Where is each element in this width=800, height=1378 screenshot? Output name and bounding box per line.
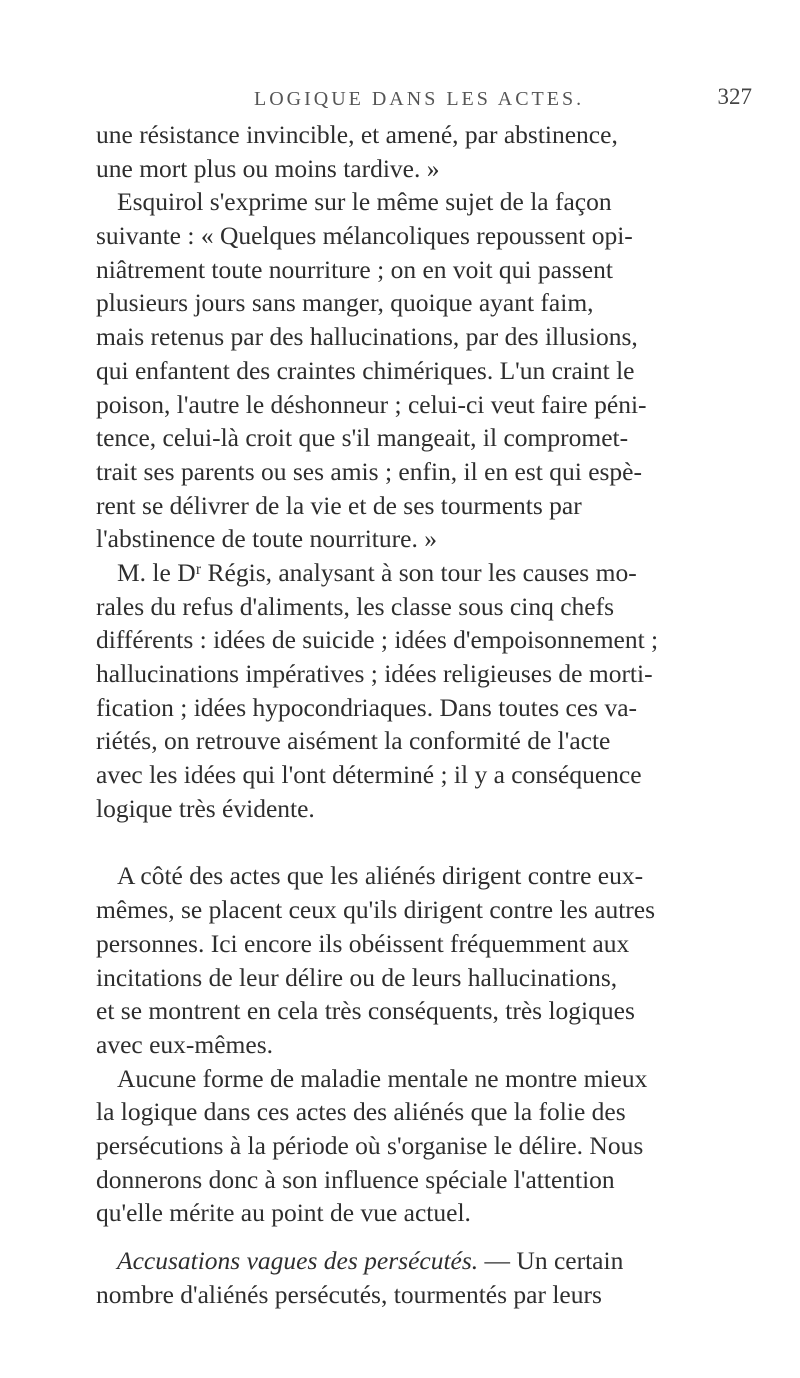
text-line: avec les idées qui l'ont déterminé ; il y a conséquence — [96, 760, 642, 790]
text-line: avec eux-mêmes. — [96, 1029, 273, 1059]
text-line — [96, 1244, 756, 1278]
running-head: LOGIQUE DANS LES ACTES. — [254, 88, 585, 110]
body-text — [96, 118, 756, 1311]
text-line: Esquirol s'exprime sur le même sujet de la façon — [117, 187, 612, 217]
text-line: qu'elle mérite au point de vue actuel. — [96, 1198, 471, 1228]
text-line: qui enfantent des craintes chimériques. L'un craint le — [96, 355, 635, 385]
text-line: poison, l'autre le déshonneur ; celui-ci veut faire péni- — [96, 389, 647, 419]
page-header — [96, 78, 756, 118]
text-line: nombre d'aliénés persécutés, tourmentés par leurs — [96, 1279, 602, 1309]
text-line: trait ses parents ou ses amis ; enfin, il en est qui espè- — [96, 456, 642, 486]
text-line: la logique dans ces actes des aliénés que la folie des — [96, 1097, 626, 1127]
text-line: niâtrement toute nourriture ; on en voit qui passent — [96, 254, 613, 284]
text-line: une mort plus ou moins tardive. » — [96, 153, 440, 183]
text-line: mêmes, se placent ceux qu'ils dirigent contre les autres — [96, 895, 656, 925]
text-line: différents : idées de suicide ; idées d'empoisonnement ; — [96, 625, 659, 655]
section-gap — [96, 825, 756, 859]
text-line: incitations de leur délire ou de leurs hallucinations, — [96, 962, 618, 992]
text-line: rent se délivrer de la vie et de ses tourments par — [96, 490, 582, 520]
text-line: M. le Dʳ Régis, analysant à son tour les causes mo- — [117, 557, 637, 587]
text-line: plusieurs jours sans manger, quoique ayant faim, — [96, 288, 594, 318]
text-line: A côté des actes que les aliénés dirigent contre eux- — [117, 861, 644, 891]
text-line: logique très évidente. — [96, 793, 315, 823]
text-line: riétés, on retrouve aisément la conformité de l'acte — [96, 726, 611, 756]
text-line: hallucinations impératives ; idées religieuses de morti- — [96, 659, 653, 688]
page-number: 327 — [717, 84, 752, 109]
text-line: persécutions à la période où s'organise le délire. Nous — [96, 1130, 644, 1160]
text-line: une résistance invincible, et amené, par abstinence, — [96, 120, 618, 149]
document-page — [96, 78, 756, 1311]
text-line: rales du refus d'aliments, les classe sous cinq chefs — [96, 591, 614, 621]
text-line: fication ; idées hypocondriaques. Dans toutes ces va- — [96, 692, 638, 722]
text-line: Aucune forme de maladie mentale ne montre mieux — [117, 1063, 648, 1093]
section-gap — [96, 1230, 756, 1244]
text-line: l'abstinence de toute nourriture. » — [96, 524, 437, 554]
text-line: tence, celui-là croit que s'il mangeait, il compromet- — [96, 423, 629, 453]
text-run: — Un certain — [478, 1246, 624, 1275]
text-line: suivante : « Quelques mélancoliques repoussent opi- — [96, 221, 633, 251]
italic-heading: Accusations vagues des persécutés. — [117, 1246, 479, 1275]
text-line: et se montrent en cela très conséquents, très logiques — [96, 996, 635, 1026]
text-line: personnes. Ici encore ils obéissent fréquemment aux — [96, 928, 630, 958]
text-line: mais retenus par des hallucinations, par des illusions, — [96, 322, 638, 352]
text-line: donnerons donc à son influence spéciale l'attention — [96, 1164, 615, 1194]
